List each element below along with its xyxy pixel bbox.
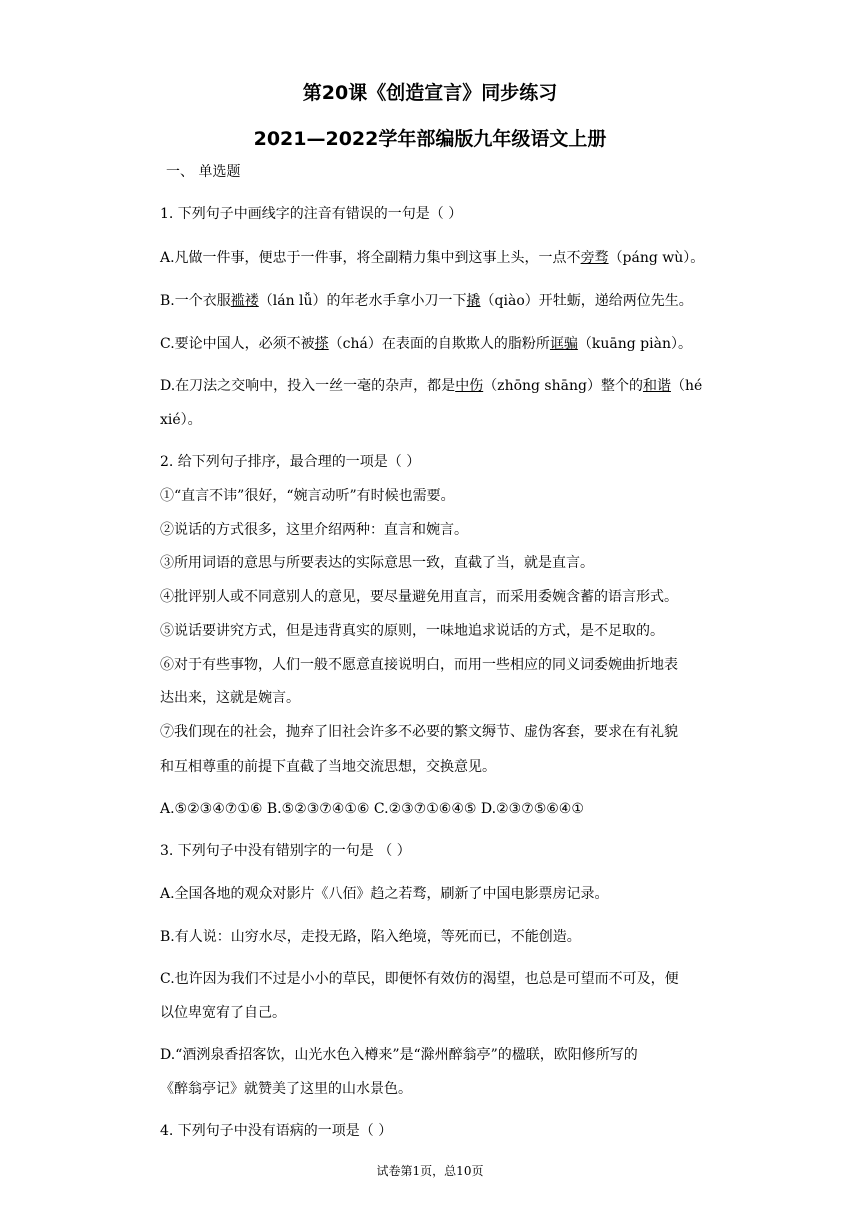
question-2-sentence-6: ⑥对于有些事物，人们一般不愿意直接说明白，而用一些相应的同义词委婉曲折地表 bbox=[160, 657, 678, 673]
option-text: C.要论中国人，必须不被 bbox=[160, 336, 315, 352]
question-1-option-d-cont: xié）。 bbox=[160, 412, 202, 428]
question-2-sentence-1: ①“直言不讳”很好，“婉言动听”有时候也需要。 bbox=[160, 488, 455, 504]
question-2-stem: 2. 给下列句子排序，最合理的一项是（ ） bbox=[160, 454, 421, 470]
question-3-option-b: B.有人说：山穷水尽，走投无路，陷入绝境，等死而已，不能创造。 bbox=[160, 929, 581, 945]
document-title: 第20课《创造宣言》同步练习 bbox=[302, 82, 558, 104]
question-2-sentence-7-cont: 和互相尊重的前提下直截了当地交流思想，交换意见。 bbox=[160, 759, 496, 775]
question-2-sentence-7: ⑦我们现在的社会，抛弃了旧社会许多不必要的繁文缛节、虚伪客套，要求在有礼貌 bbox=[160, 724, 678, 740]
question-3-option-d-cont: 《醉翁亭记》就赞美了这里的山水景色。 bbox=[160, 1081, 412, 1097]
question-3-option-a: A.全国各地的观众对影片《八佰》趋之若骛，刷新了中国电影票房记录。 bbox=[160, 886, 609, 902]
question-2-sentence-4: ④批评别人或不同意别人的意见，要尽量避免用直言，而采用委婉含蓄的语言形式。 bbox=[160, 589, 678, 605]
underlined-word: 搽 bbox=[314, 336, 329, 352]
option-text: A.凡做一件事，便忠于一件事，将全副精力集中到这事上头，一点不 bbox=[160, 250, 581, 266]
option-text: D.在刀法之交响中，投入一丝一毫的杂声，都是 bbox=[160, 378, 456, 394]
underlined-word: 撬 bbox=[466, 293, 481, 309]
question-2-sentence-6-cont: 达出来，这就是婉言。 bbox=[160, 690, 300, 706]
page-footer: 试卷第1页，总10页 bbox=[376, 1164, 484, 1178]
option-text: （kuāng piàn）。 bbox=[577, 336, 692, 352]
question-3-option-d: D.“酒洌泉香招客饮，山光水色入樽来”是“滁州醉翁亭”的楹联，欧阳修所写的 bbox=[160, 1047, 638, 1063]
option-text: （chá）在表面的自欺欺人的脂粉所 bbox=[328, 336, 550, 352]
question-3-option-c: C.也许因为我们不过是小小的草民，即便怀有效仿的渴望，也总是可望而不可及，便 bbox=[160, 971, 679, 987]
document-subtitle: 2021—2022学年部编版九年级语文上册 bbox=[253, 128, 607, 150]
question-1-option-d bbox=[160, 376, 702, 396]
option-text: （qiào）开牡蛎，递给两位先生。 bbox=[480, 293, 693, 309]
question-2-sentence-3: ③所用词语的意思与所要表达的实际意思一致，直截了当，就是直言。 bbox=[160, 555, 594, 571]
question-4-stem: 4. 下列句子中没有语病的一项是（ ） bbox=[160, 1123, 393, 1139]
underlined-word: 褴褛 bbox=[230, 293, 259, 309]
question-2-sentence-5: ⑤说话要讲究方式，但是违背真实的原则，一味地追求说话的方式，是不足取的。 bbox=[160, 623, 664, 639]
question-2-sentence-2: ②说话的方式很多，这里介绍两种：直言和婉言。 bbox=[160, 522, 468, 538]
underlined-word: 诓骗 bbox=[549, 336, 578, 352]
question-3-stem: 3. 下列句子中没有错别字的一句是 （ ） bbox=[160, 843, 411, 859]
underlined-word: 中伤 bbox=[455, 378, 484, 394]
question-1-option-c bbox=[160, 334, 692, 354]
option-text: （páng wù）。 bbox=[608, 250, 705, 266]
underlined-word: 旁骛 bbox=[580, 250, 609, 266]
section-heading: 一、 单选题 bbox=[166, 164, 241, 180]
question-1-option-a bbox=[160, 248, 704, 268]
option-text: （lán lǚ）的年老水手拿小刀一下 bbox=[258, 293, 467, 309]
option-text: B.一个衣服 bbox=[160, 293, 231, 309]
option-text: （hé bbox=[670, 378, 703, 394]
question-1-stem: 1. 下列句子中画线字的注音有错误的一句是（ ） bbox=[160, 206, 463, 222]
option-text: （zhōng shāng）整个的 bbox=[483, 378, 643, 394]
question-1-option-b bbox=[160, 291, 693, 311]
question-2-options: A.⑤②③④⑦①⑥ B.⑤②③⑦④①⑥ C.②③⑦①⑥④⑤ D.②③⑦⑤⑥④① bbox=[160, 801, 584, 817]
question-3-option-c-cont: 以位卑宽宥了自己。 bbox=[160, 1005, 286, 1021]
underlined-word: 和谐 bbox=[642, 378, 671, 394]
